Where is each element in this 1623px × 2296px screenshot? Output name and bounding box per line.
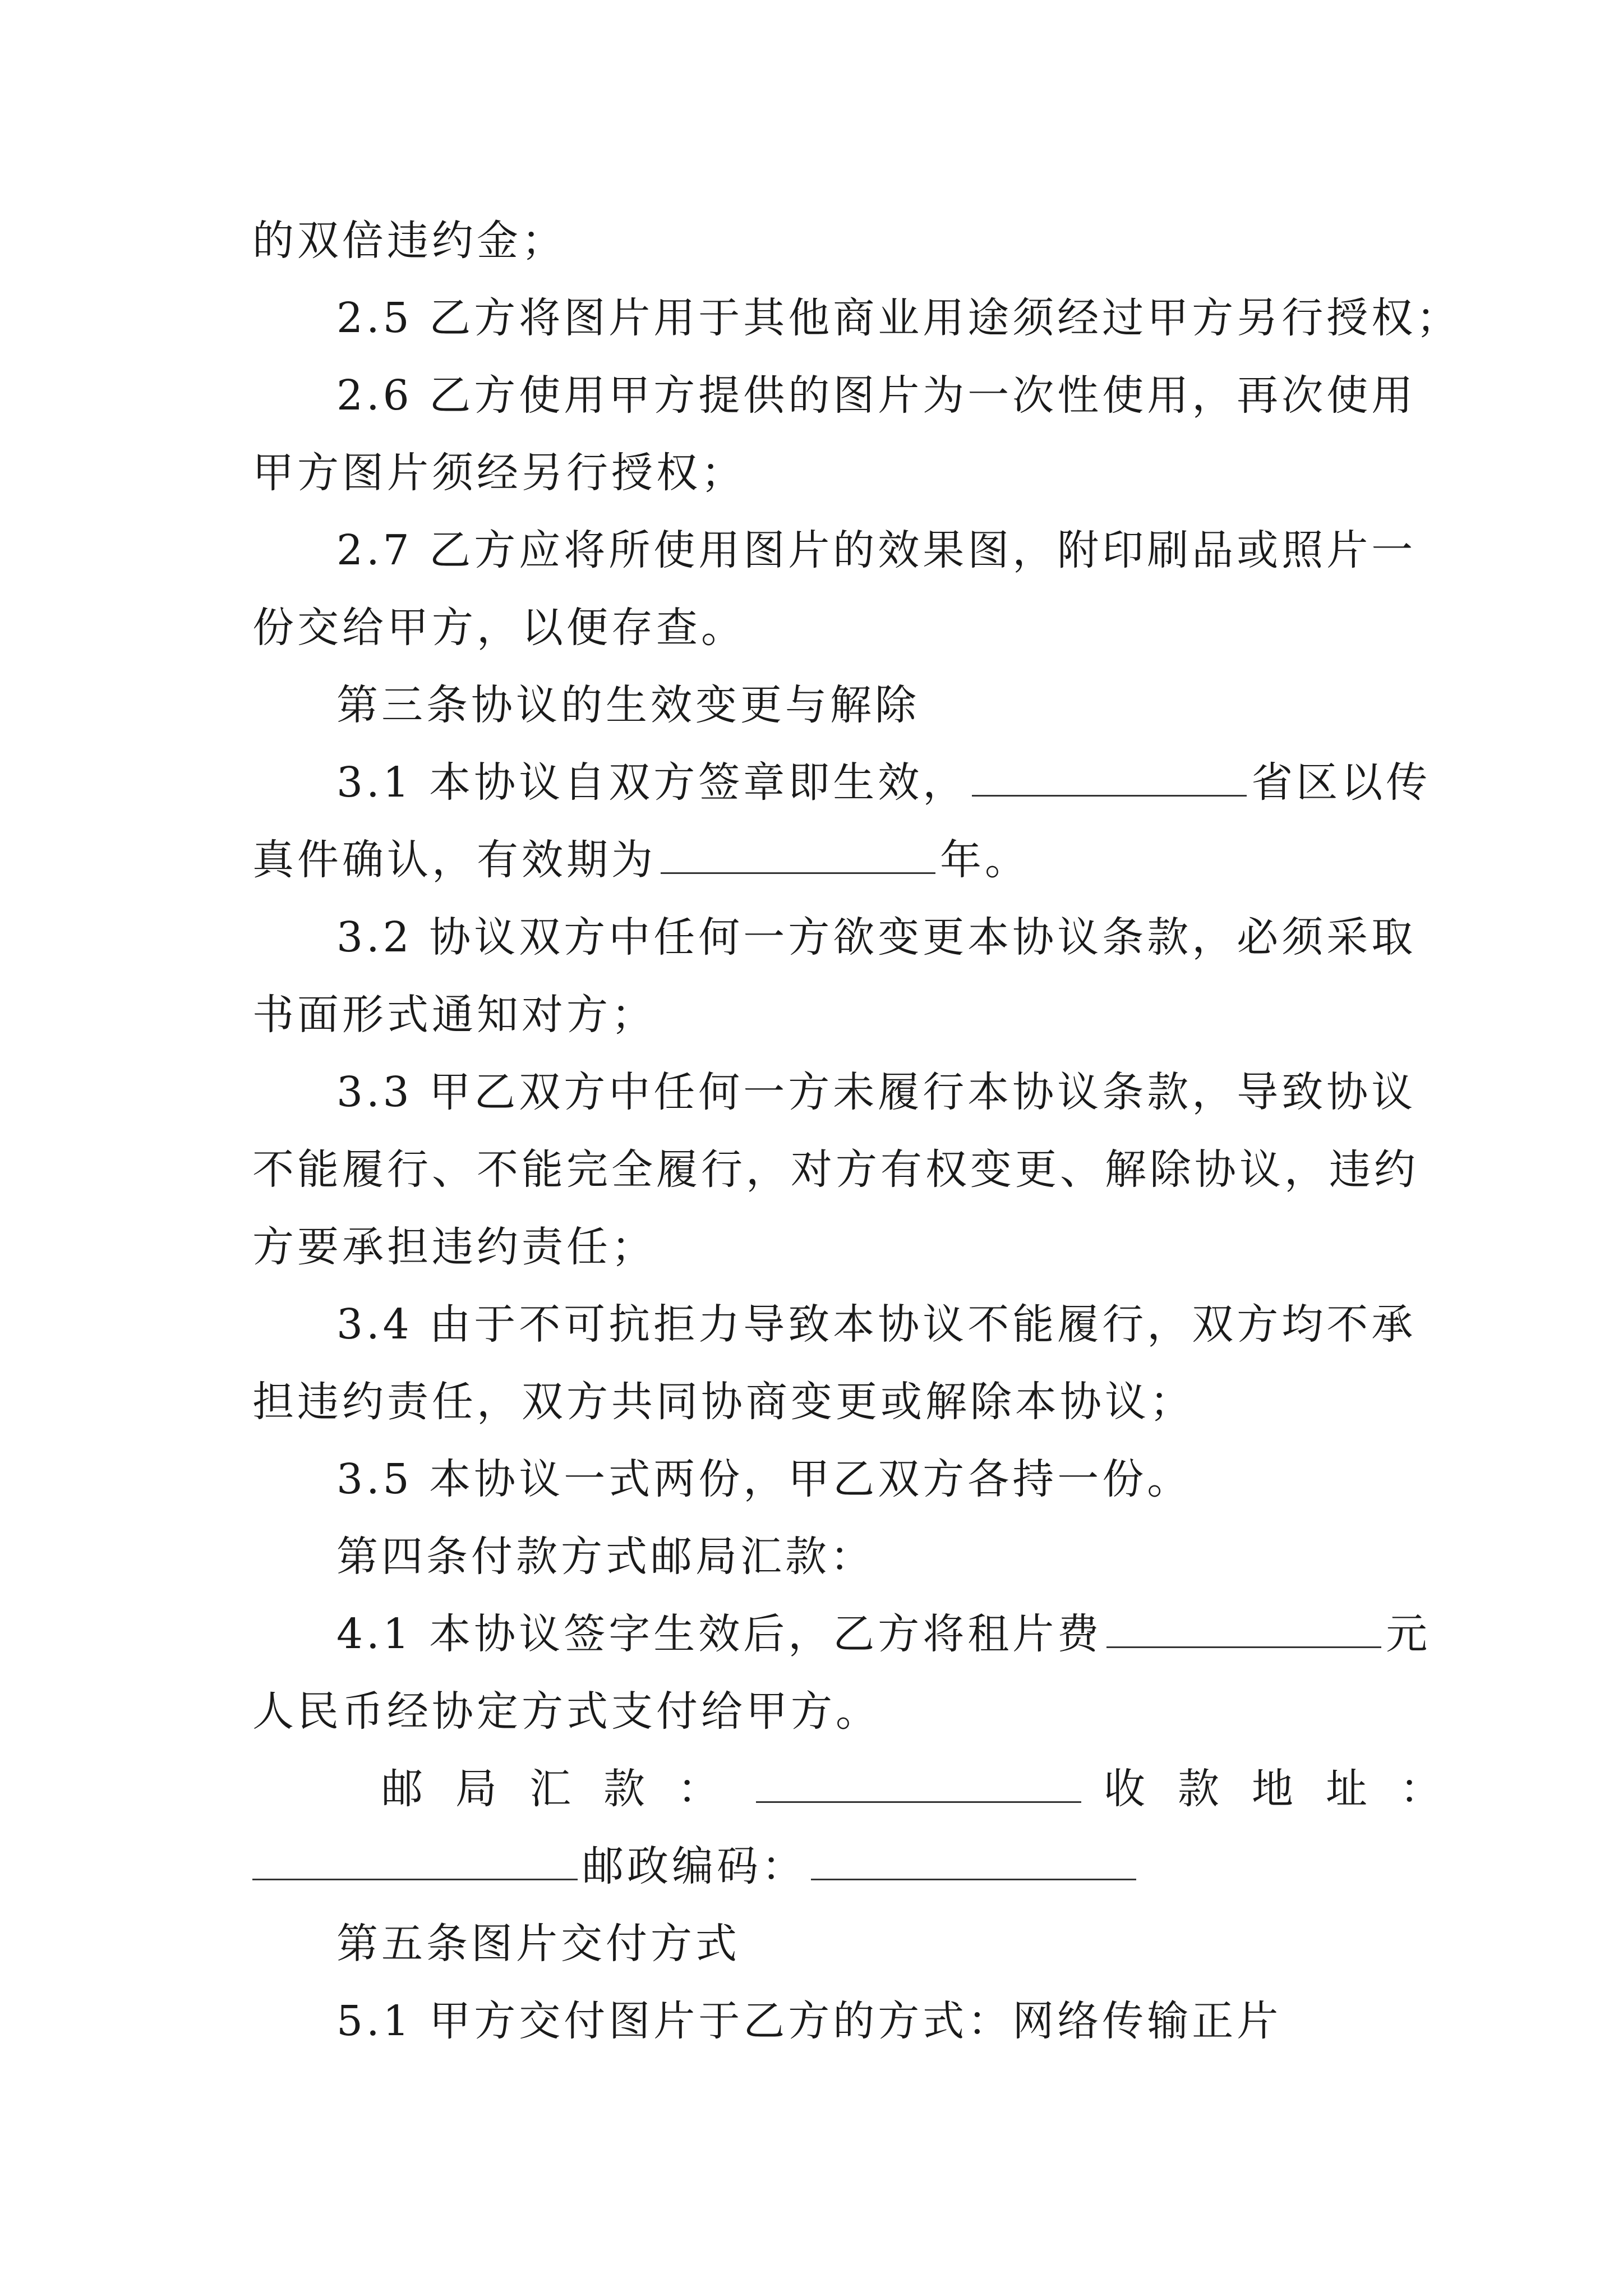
fill-blank-postcode[interactable] xyxy=(811,1842,1136,1880)
clause-2-6 xyxy=(252,357,1417,434)
text: 人民币经协定方式支付给甲方。 xyxy=(252,1687,880,1736)
paragraph-line xyxy=(252,202,1391,279)
document-page xyxy=(252,202,1474,2060)
text: 书面形式通知对方； xyxy=(252,991,656,1039)
postal-remittance-label: 邮局汇款： xyxy=(381,1765,751,1813)
text: 3.1 本协议自双方签章即生效， xyxy=(336,758,968,807)
clause-2-7 xyxy=(252,512,1417,589)
text: 真件确认，有效期为 xyxy=(252,836,656,884)
text: 2.7 乙方应将所使用图片的效果图，附印刷品或照片一 xyxy=(336,526,1417,574)
text: 担违约责任，双方共同协商变更或解除本协议； xyxy=(252,1378,1195,1426)
text: 元 xyxy=(1386,1610,1431,1658)
text: 第五条图片交付方式 xyxy=(336,1920,740,1968)
clause-3-2 xyxy=(252,899,1417,976)
text: 甲方图片须经另行授权； xyxy=(252,449,746,497)
clause-3-4 xyxy=(252,1286,1417,1363)
paragraph-line xyxy=(252,1363,1391,1441)
fill-blank-remittance[interactable] xyxy=(756,1764,1081,1803)
section-heading-3 xyxy=(252,666,1391,744)
text: 份交给甲方，以便存查。 xyxy=(252,604,746,652)
paragraph-line xyxy=(252,821,1391,899)
fill-blank-address[interactable] xyxy=(252,1842,578,1880)
remittance-line xyxy=(252,1750,1474,1828)
postcode-line xyxy=(252,1828,1391,1905)
fill-blank-fee[interactable] xyxy=(1106,1609,1381,1648)
text: 4.1 本协议签字生效后，乙方将租片费 xyxy=(336,1610,1103,1658)
section-heading-5 xyxy=(252,1905,1391,1982)
text: 2.6 乙方使用甲方提供的图片为一次性使用，再次使用 xyxy=(336,371,1417,420)
clause-2-5 xyxy=(252,279,1461,357)
text: 3.3 甲乙双方中任何一方未履行本协议条款，导致协议 xyxy=(336,1068,1417,1116)
paragraph-line xyxy=(252,976,1391,1053)
section-heading-4 xyxy=(252,1518,1391,1595)
fill-blank-validity[interactable] xyxy=(661,835,935,874)
text: 3.2 协议双方中任何一方欲变更本协议条款，必须采取 xyxy=(336,913,1417,961)
text: 不能履行、不能完全履行，对方有权变更、解除协议，违约 xyxy=(252,1145,1419,1194)
paragraph-line xyxy=(252,1208,1391,1286)
text: 2.5 乙方将图片用于其他商业用途须经过甲方另行授权； xyxy=(336,294,1461,342)
text: 3.5 本协议一式两份，甲乙双方各持一份。 xyxy=(336,1455,1192,1503)
clause-3-1 xyxy=(252,744,1431,821)
paragraph-line xyxy=(252,434,1391,512)
clause-3-3 xyxy=(252,1053,1417,1131)
text: 方要承担违约责任； xyxy=(252,1223,656,1271)
receiving-address-label: 收款地址： xyxy=(1104,1765,1474,1813)
text: 5.1 甲方交付图片于乙方的方式：网络传输正片 xyxy=(336,1997,1282,2045)
postal-code-label: 邮政编码： xyxy=(582,1842,806,1890)
paragraph-line xyxy=(252,1131,1419,1208)
text: 3.4 由于不可抗拒力导致本协议不能履行，双方均不承 xyxy=(336,1300,1417,1349)
paragraph-line xyxy=(252,589,1391,666)
text: 的双倍违约金； xyxy=(252,217,566,265)
text: 第四条付款方式邮局汇款： xyxy=(336,1533,875,1581)
clause-4-1 xyxy=(252,1595,1431,1673)
fill-blank-province[interactable] xyxy=(972,758,1247,797)
clause-3-5 xyxy=(252,1441,1391,1518)
clause-5-1 xyxy=(252,1982,1391,2060)
paragraph-line xyxy=(252,1673,1391,1750)
text: 省区以传 xyxy=(1251,758,1431,807)
text: 年。 xyxy=(940,836,1030,884)
text: 第三条协议的生效变更与解除 xyxy=(336,681,920,729)
